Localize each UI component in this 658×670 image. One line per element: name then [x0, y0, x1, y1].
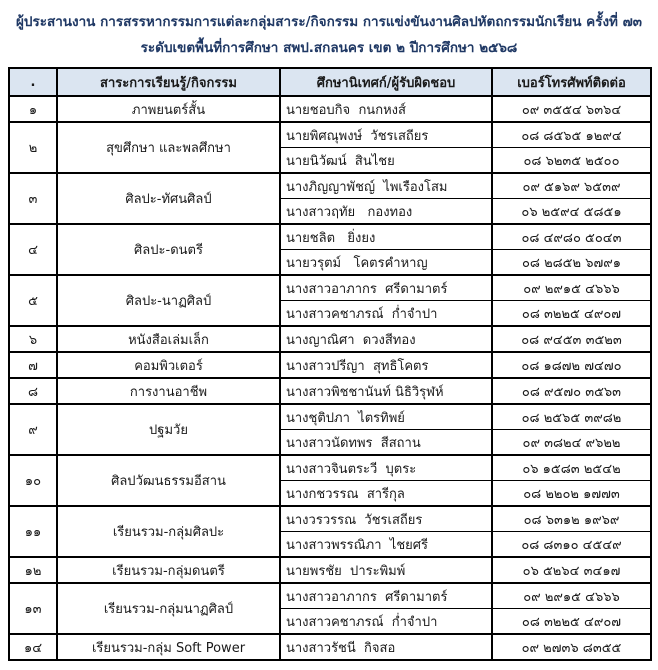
category-cell: สุขศึกษา และพลศึกษา — [57, 122, 280, 173]
phone-cell: ๐๘ ๔๙๘๐ ๕๐๔๓ — [492, 224, 651, 250]
supervisor-name-cell: นายพิศณุพงษ์ วัชรเสถียร — [280, 122, 492, 148]
table-row — [9, 96, 651, 122]
category-cell: ศิลปะ-ทัศนศิลป์ — [57, 173, 280, 224]
supervisor-name-cell: นางสาวฤทัย กองทอง — [280, 199, 492, 225]
phone-cell: ๐๘ ๖๓๑๒ ๑๙๖๙ — [492, 506, 651, 532]
category-cell: เรียนรวม-กลุ่มนาฏศิลป์ — [57, 583, 280, 634]
phone-cell: ๐๖ ๑๕๘๓ ๒๕๔๒ — [492, 455, 651, 481]
table-row — [9, 352, 651, 378]
supervisor-name-cell: นางวรวรรณ วัชรเสถียร — [280, 506, 492, 532]
category-cell: ศิลปวัฒนธรรมอีสาน — [57, 455, 280, 506]
table-header-row — [9, 68, 651, 96]
table-row — [9, 506, 651, 532]
supervisor-name-cell: นางสาวคชาภรณ์ ก่ำจำปา — [280, 301, 492, 327]
row-number-cell: ๓ — [9, 173, 57, 224]
row-number-cell: ๘ — [9, 378, 57, 404]
supervisor-name-cell: นางสาวปรีญา สุทธิโคตร — [280, 352, 492, 378]
col-header-supervisor: ศึกษานิเทศก์/ผู้รับผิดชอบ — [280, 68, 492, 96]
phone-cell: ๐๙ ๒๙๑๕ ๔๖๖๖ — [492, 275, 651, 301]
phone-cell: ๐๙ ๒๙๑๕ ๔๖๖๖ — [492, 583, 651, 609]
row-number-cell: ๗ — [9, 352, 57, 378]
table-row — [9, 224, 651, 250]
coordinators-table — [8, 67, 652, 661]
phone-cell: ๐๖ ๕๒๖๔ ๓๔๑๗ — [492, 557, 651, 583]
phone-cell: ๐๘ ๓๒๒๕ ๔๙๐๗ — [492, 609, 651, 635]
row-number-cell: ๔ — [9, 224, 57, 275]
supervisor-name-cell: นางกชวรรณ สารีกุล — [280, 481, 492, 507]
table-row — [9, 122, 651, 148]
row-number-cell: ๑๒ — [9, 557, 57, 583]
supervisor-name-cell: นายพรชัย ปาระพิมพ์ — [280, 557, 492, 583]
table-row — [9, 557, 651, 583]
supervisor-name-cell: นางสาวคชาภรณ์ ก่ำจำปา — [280, 609, 492, 635]
category-cell: การงานอาชีพ — [57, 378, 280, 404]
phone-cell: ๐๘ ๒๕๖๕ ๓๙๘๒ — [492, 404, 651, 430]
row-number-cell: ๑๐ — [9, 455, 57, 506]
supervisor-name-cell: นายชอบกิจ กนกหงส์ — [280, 96, 492, 122]
phone-cell: ๐๘ ๙๔๕๓ ๓๕๒๓ — [492, 326, 651, 352]
row-number-cell: ๒ — [9, 122, 57, 173]
col-header-phone: เบอร์โทรศัพท์ติดต่อ — [492, 68, 651, 96]
supervisor-name-cell: นายนิวัฒน์ สินไชย — [280, 148, 492, 174]
phone-cell: ๐๘ ๒๘๕๒ ๖๗๙๑ — [492, 250, 651, 276]
document-title-line1: ผู้ประสานงาน การสรรหากรรมการแต่ละกลุ่มสาระ/กิจกรรม การแข่งขันงานศิลปหัตถกรรมนักเรียน ครั้งที่ ๗๓ — [15, 14, 643, 30]
table-row — [9, 326, 651, 352]
category-cell: ภาพยนตร์สั้น — [57, 96, 280, 122]
table-row — [9, 583, 651, 609]
supervisor-name-cell: นางญาณิศา ดวงสีทอง — [280, 326, 492, 352]
document-title — [0, 0, 658, 61]
col-header-no: . — [9, 68, 57, 96]
supervisor-name-cell: นางสาวอาภากร ศรีดามาตร์ — [280, 275, 492, 301]
phone-cell: ๐๘ ๖๒๓๕ ๒๕๐๐ — [492, 148, 651, 174]
phone-cell: ๐๘ ๘๓๑๐ ๔๕๔๙ — [492, 532, 651, 558]
category-cell: เรียนรวม-กลุ่มศิลปะ — [57, 506, 280, 557]
table-row — [9, 634, 651, 660]
phone-cell: ๐๘ ๒๒๐๒ ๑๗๗๓ — [492, 481, 651, 507]
phone-cell: ๐๙ ๕๑๖๙ ๖๕๓๙ — [492, 173, 651, 199]
phone-cell: ๐๘ ๓๒๒๕ ๔๙๐๗ — [492, 301, 651, 327]
table-row — [9, 378, 651, 404]
phone-cell: ๐๙ ๓๕๕๔ ๖๓๖๔ — [492, 96, 651, 122]
phone-cell: ๐๙ ๓๘๒๔ ๙๖๒๒ — [492, 430, 651, 456]
row-number-cell: ๑๓ — [9, 583, 57, 634]
supervisor-name-cell: นางภิญญาพัชญ์ ไพเรืองโสม — [280, 173, 492, 199]
category-cell: คอมพิวเตอร์ — [57, 352, 280, 378]
supervisor-name-cell: นางสาวจินตระวี บุตระ — [280, 455, 492, 481]
table-row — [9, 455, 651, 481]
row-number-cell: ๖ — [9, 326, 57, 352]
category-cell: ศิลปะ-ดนตรี — [57, 224, 280, 275]
supervisor-name-cell: นางสาวอาภากร ศรีดามาตร์ — [280, 583, 492, 609]
col-header-category: สาระการเรียนรู้/กิจกรรม — [57, 68, 280, 96]
row-number-cell: ๑๔ — [9, 634, 57, 660]
category-cell: ปฐมวัย — [57, 404, 280, 455]
table-row — [9, 275, 651, 301]
category-cell: เรียนรวม-กลุ่มดนตรี — [57, 557, 280, 583]
table-row — [9, 173, 651, 199]
supervisor-name-cell: นายชลิต ยิ่งยง — [280, 224, 492, 250]
category-cell: เรียนรวม-กลุ่ม Soft Power — [57, 634, 280, 660]
supervisor-name-cell: นางสาวพิชชานันท์ นิธิวิรุฬห์ — [280, 378, 492, 404]
row-number-cell: ๕ — [9, 275, 57, 326]
supervisor-name-cell: นางสาวนัดทพร สีสถาน — [280, 430, 492, 456]
phone-cell: ๐๘ ๘๕๖๕ ๑๒๙๔ — [492, 122, 651, 148]
supervisor-name-cell: นางชุติปภา ไตรทิพย์ — [280, 404, 492, 430]
table-row — [9, 404, 651, 430]
document-title-line2: ระดับเขตพื้นที่การศึกษา สพป.สกลนคร เขต ๒ ปีการศึกษา ๒๕๖๘ — [140, 39, 518, 56]
category-cell: ศิลปะ-นาฏศิลป์ — [57, 275, 280, 326]
row-number-cell: ๑ — [9, 96, 57, 122]
supervisor-name-cell: นายวรุตม์ โคตรคำหาญ — [280, 250, 492, 276]
row-number-cell: ๙ — [9, 404, 57, 455]
phone-cell: ๐๖ ๒๕๙๔ ๕๘๕๑ — [492, 199, 651, 225]
phone-cell: ๐๘ ๑๘๗๒ ๗๔๗๐ — [492, 352, 651, 378]
row-number-cell: ๑๑ — [9, 506, 57, 557]
category-cell: หนังสือเล่มเล็ก — [57, 326, 280, 352]
phone-cell: ๐๙ ๒๗๓๖ ๘๓๕๕ — [492, 634, 651, 660]
supervisor-name-cell: นางสาวพรรณิภา ไชยศรี — [280, 532, 492, 558]
phone-cell: ๐๘ ๙๕๗๐ ๓๕๖๓ — [492, 378, 651, 404]
supervisor-name-cell: นางสาวรัชนี กิจสอ — [280, 634, 492, 660]
